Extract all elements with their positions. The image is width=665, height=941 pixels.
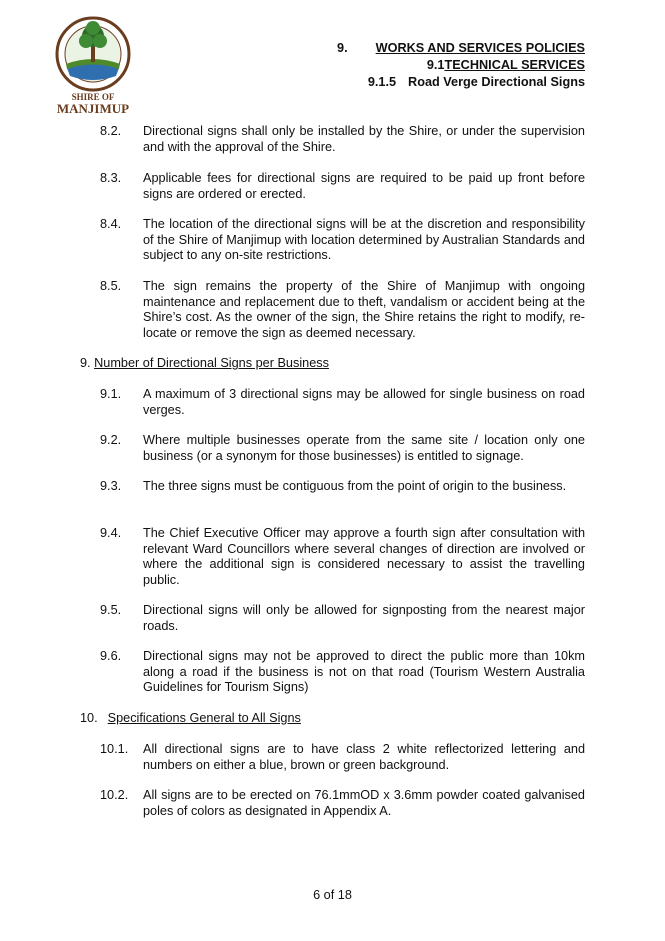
item-10-2-text: All signs are to be erected on 76.1mmOD x 3.6mm powder coated galvanised poles of colors as designated in Appendix A.: [143, 788, 585, 818]
logo-line1: SHIRE OF: [71, 92, 115, 102]
item-10-1-number: 10.1.: [100, 742, 129, 756]
item-9-4-text: The Chief Executive Officer may approve a fourth sign after consultation with relevant Ward Councillors where several changes of direction are involved or where the additional sign is considered necessary to assist the travelling public.: [143, 526, 585, 587]
header-number-1: 9.: [337, 41, 348, 55]
header-title-3: Road Verge Directional Signs: [408, 75, 585, 89]
section-9-heading: [80, 356, 329, 372]
item-9-6-text: Directional signs may not be approved to direct the public more than 10km along a road if the business is not on that road (Tourism Western Australia Guidelines for Tourism Signs): [143, 649, 585, 695]
item-9-1-text: A maximum of 3 directional signs may be allowed for single business on road verges.: [143, 387, 585, 417]
header-line-1: [337, 40, 585, 56]
item-9-5-text: Directional signs will only be allowed for signposting from the nearest major roads.: [143, 603, 585, 633]
item-8-5-number: 8.5.: [100, 279, 122, 293]
item-8-3-number: 8.3.: [100, 171, 122, 185]
page-number: 6 of 18: [313, 888, 352, 902]
item-8-2-number: 8.2.: [100, 124, 122, 138]
item-8-2-text: Directional signs shall only be installed by the Shire, or under the supervision and with the approval of the Shire.: [143, 124, 585, 154]
header-title-1: WORKS AND SERVICES POLICIES: [375, 41, 585, 55]
section-10-heading: [80, 711, 301, 727]
item-9-5-number: 9.5.: [100, 603, 122, 617]
logo-line2: MANJIMUP: [56, 101, 130, 116]
header-line-3: [368, 74, 585, 90]
item-8-3-text: Applicable fees for directional signs are required to be paid up front before signs are ordered or erected.: [143, 171, 585, 201]
item-9-6-number: 9.6.: [100, 649, 122, 663]
header-number-2: 9.1: [426, 58, 445, 72]
item-9-4-number: 9.4.: [100, 526, 122, 540]
shire-of-manjimup-logo: [50, 14, 136, 116]
item-10-1-text: All directional signs are to have class 2 white reflectorized lettering and numbers on either a blue, brown or green background.: [143, 742, 585, 772]
section-10-title: Specifications General to All Signs: [107, 711, 301, 725]
item-9-2-text: Where multiple businesses operate from the same site / location only one business (or a synonym for those businesses) is entitled to signage.: [143, 433, 585, 463]
section-10-number: 10.: [80, 711, 98, 725]
item-10-2-number: 10.2.: [100, 788, 129, 802]
item-9-3-text: The three signs must be contiguous from the point of origin to the business.: [143, 479, 567, 493]
section-9-title: Number of Directional Signs per Business: [94, 356, 329, 370]
header-number-3: 9.1.5: [367, 75, 397, 89]
section-9-number: 9.: [80, 356, 91, 370]
item-9-1-number: 9.1.: [100, 387, 122, 401]
header-line-2: [427, 57, 585, 73]
header-title-2: TECHNICAL SERVICES: [444, 58, 585, 72]
item-8-4-text: The location of the directional signs will be at the discretion and responsibility of the Shire of Manjimup with location determined by Australian Standards and subject to any on-site restrictions.: [143, 217, 585, 263]
item-8-4-number: 8.4.: [100, 217, 122, 231]
item-9-3-number: 9.3.: [100, 479, 122, 493]
item-8-5-text: The sign remains the property of the Shire of Manjimup with ongoing maintenance and replacement due to theft, vandalism or accident being at the Shire’s cost. As the owner of the sign, the Shire retains the right to modify, re-locate or remove the sign as deemed necessary.: [143, 279, 585, 340]
item-9-2-number: 9.2.: [100, 433, 122, 447]
